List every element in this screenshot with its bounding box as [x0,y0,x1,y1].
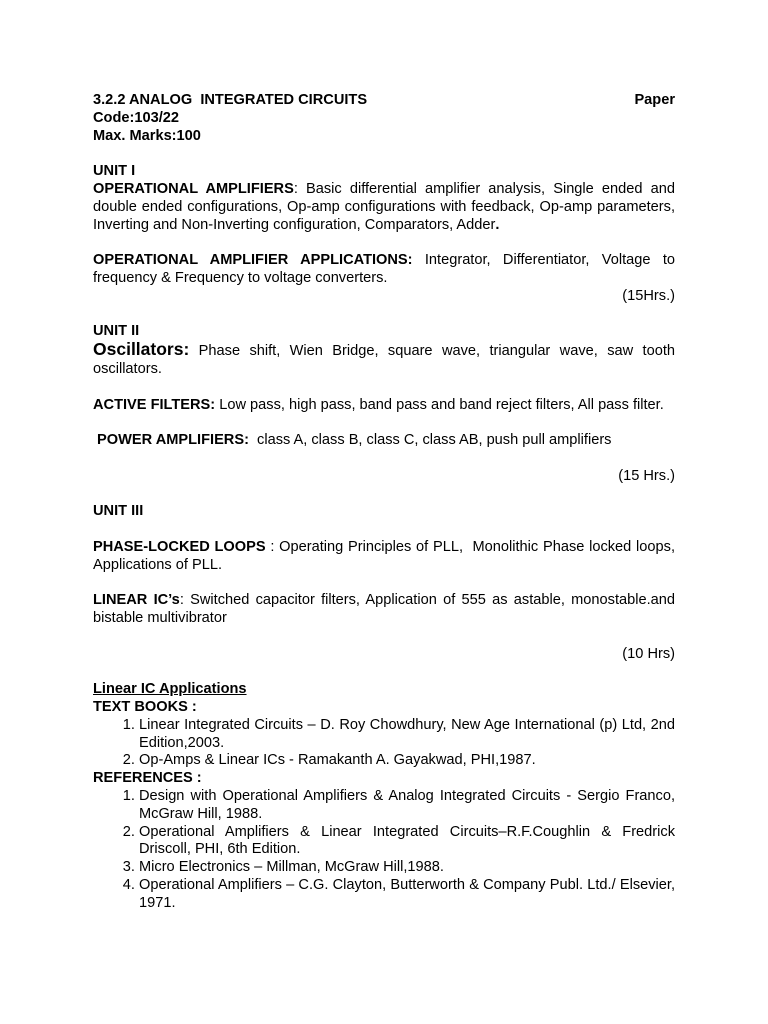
linear-label: LINEAR IC’s [93,592,180,609]
unit-2-osc-paragraph [93,341,675,379]
course-header [93,92,675,110]
unit-1-heading: UNIT I [93,163,136,180]
pll-text: : Operating Principles of PLL, Monolithic Phase locked loops, Applications of PLL. [93,538,679,573]
unit-3-hours: (10 Hrs) [622,645,675,662]
apps-label: OPERATIONAL AMPLIFIER APPLICATIONS: [93,252,413,269]
unit-3-linear-paragraph [93,592,675,628]
list-item: 2. Operational Amplifiers & Linear Integrated Circuits–R.F.Coughlin & Fredrick Driscoll, PHI, 6th Edition. [139,824,675,860]
max-marks: Max. Marks:100 [93,127,201,144]
syllabus-page [93,92,679,913]
unit-2-heading: UNIT II [93,323,140,340]
course-title: 3.2.2 ANALOG INTEGRATED CIRCUITS [93,92,368,108]
opamp-end: . [495,216,500,233]
power-text: class A, class B, class C, class AB, push pull amplifiers [248,432,612,449]
osc-label: Oscillators: [93,339,190,360]
unit-1-apps-paragraph [93,252,675,288]
unit-2-power-paragraph [93,432,675,450]
paper-label: Paper [634,92,675,108]
opamp-label: OPERATIONAL AMPLIFIERS [93,180,294,197]
list-item: 2. Op-Amps & Linear ICs - Ramakanth A. Gayakwad, PHI,1987. [139,752,675,770]
references-heading: REFERENCES : [93,770,202,787]
list-item: 1. Design with Operational Amplifiers & Analog Integrated Circuits - Sergio Franco, McGraw Hill, 1988. [139,788,675,824]
books-section-title: Linear IC Applications [93,681,247,698]
unit-1-opamp-paragraph [93,181,675,234]
opamp-text: : Basic differential amplifier analysis, Single ended and double ended configurations, Op-amp configurations with feedback, Op-amp parameters, Inverting and Non-Inverting configuration, Comparators, Adder [93,180,675,233]
unit-1-hours: (15Hrs.) [622,287,675,304]
text-books-heading: TEXT BOOKS : [93,699,197,716]
power-label: POWER AMPLIFIERS: [93,432,249,449]
list-item: 4. Operational Amplifiers – C.G. Clayton, Butterworth & Company Publ. Ltd./ Elsevier, 1971. [139,877,675,913]
filters-text: Low pass, high pass, band pass and band reject filters, All pass filter. [215,396,664,413]
pll-label: PHASE-LOCKED LOOPS [93,538,266,555]
paper-code: Code:103/22 [93,109,179,126]
list-item: 3. Micro Electronics – Millman, McGraw Hill,1988. [139,859,675,877]
filters-label: ACTIVE FILTERS: [93,396,216,413]
references-list [93,788,675,913]
unit-3-heading: UNIT III [93,503,144,520]
linear-text: : Switched capacitor filters, Application of 555 as astable, monostable.and bistable multivibrator [93,592,675,627]
list-item: 1. Linear Integrated Circuits – D. Roy Chowdhury, New Age International (p) Ltd, 2nd Edition,2003. [139,717,675,753]
osc-text: Phase shift, Wien Bridge, square wave, triangular wave, saw tooth oscillators. [93,343,675,377]
text-books-list [93,717,675,770]
unit-3-pll-paragraph [93,538,679,575]
unit-2-filters-paragraph [93,397,675,415]
unit-2-hours: (15 Hrs.) [618,467,675,484]
apps-text: Integrator, Differentiator, Voltage to frequency & Frequency to voltage converters. [93,252,675,286]
